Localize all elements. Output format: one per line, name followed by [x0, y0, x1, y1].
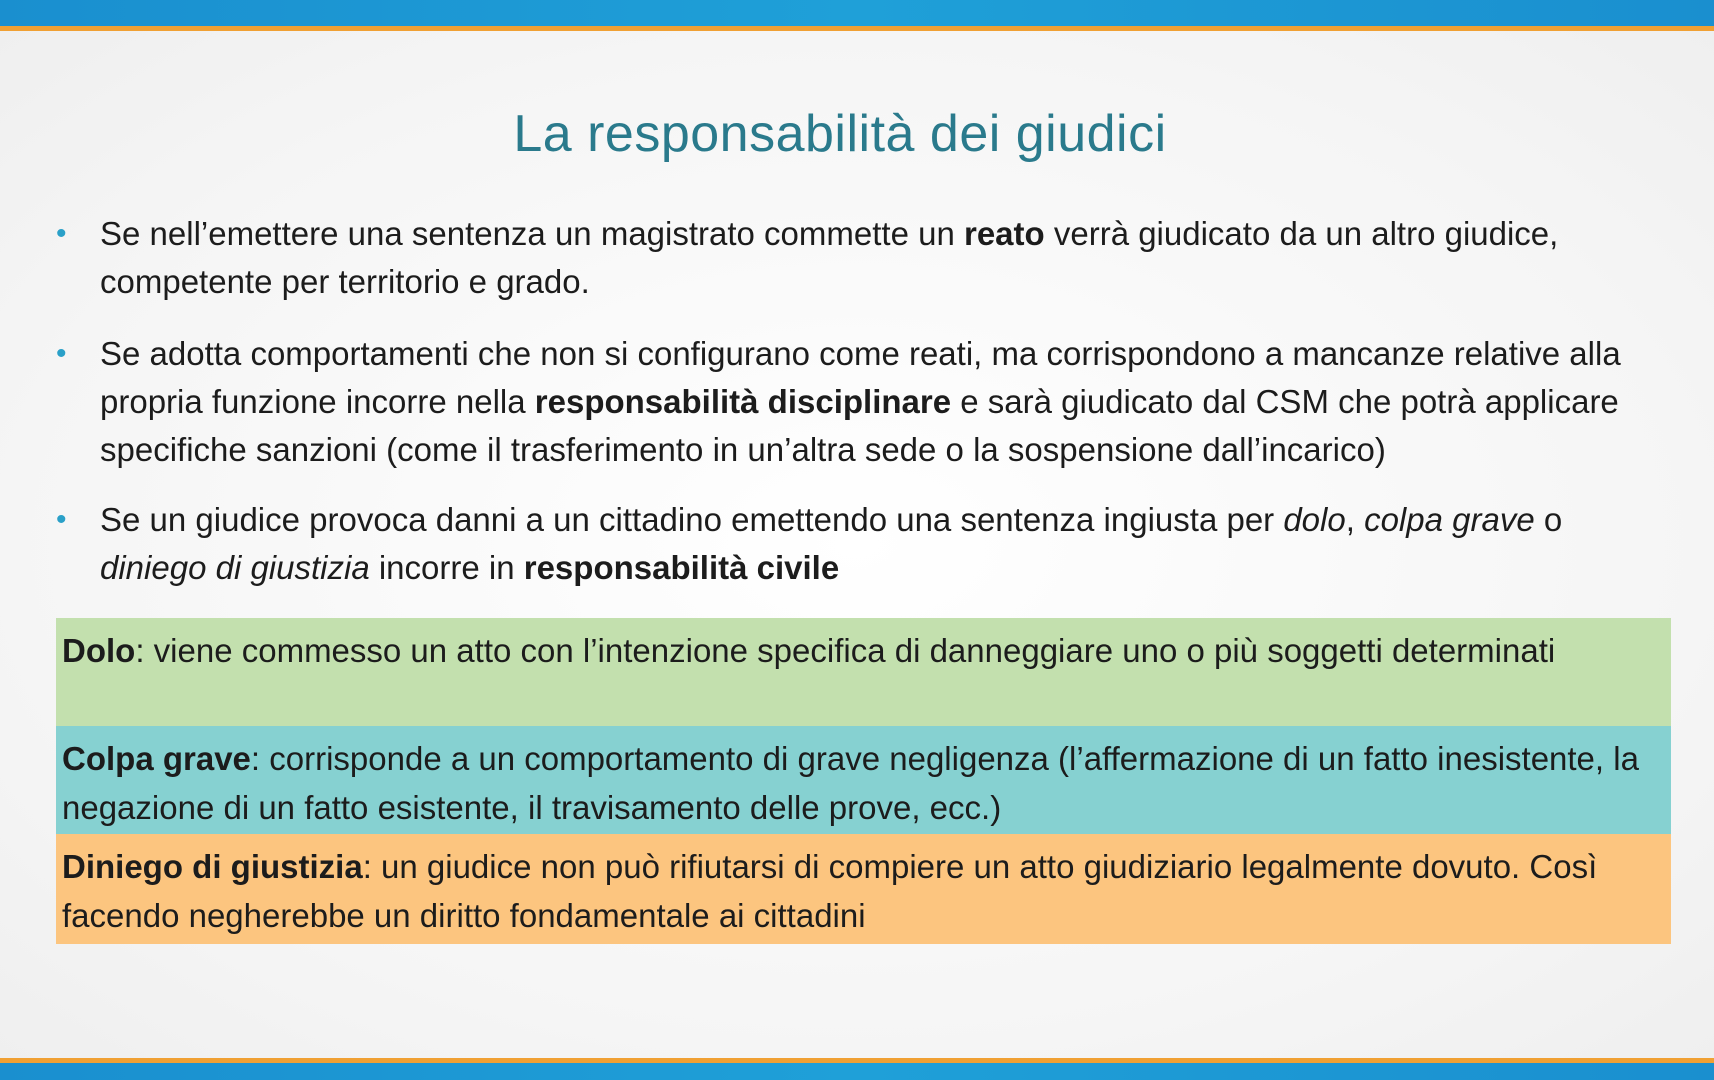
definition-text: : un giudice non può rifiutarsi di compiere un atto giudiziario legalmente dovuto. Così facendo negherebbe un diritto fondamentale ai cittadini [62, 848, 1598, 934]
bullet-separator: o [1534, 501, 1563, 538]
bullet-item [56, 330, 1676, 474]
bullet-dot-icon: • [56, 503, 67, 536]
bullet-separator: , [1345, 501, 1365, 538]
top-decorative-bar [0, 0, 1714, 31]
slide-title: La responsabilità dei giudici [513, 105, 1167, 163]
bullet-italic-term: colpa grave [1364, 501, 1535, 538]
definition-boxes [56, 618, 1671, 944]
bullet-italic-term: diniego di giustizia [100, 549, 370, 586]
definition-text: : corrisponde a un comportamento di grave negligenza (l’affermazione di un fatto inesistente, la negazione di un fatto esistente, il travisamento delle prove, ecc.) [62, 740, 1639, 826]
definition-term: Dolo [62, 632, 136, 669]
definition-box-diniego [56, 834, 1671, 944]
bullet-text: Se un giudice provoca danni a un cittadino emettendo una sentenza ingiusta per [100, 501, 1284, 538]
definition-term: Diniego di giustizia [62, 848, 363, 885]
bullet-text: e sarà giudicato dal CSM che potrà applicare specifiche sanzioni (come il trasferimento in un’altra sede o la sospensione dall’incarico) [100, 383, 1619, 468]
definition-term: Colpa grave [62, 740, 251, 777]
bullet-bold-term: responsabilità civile [523, 549, 840, 586]
bullet-dot-icon: • [56, 337, 67, 370]
bullet-item [56, 210, 1676, 306]
definition-box-dolo [56, 618, 1671, 726]
definition-text: : viene commesso un atto con l’intenzione specifica di danneggiare uno o più soggetti determinati [135, 632, 1556, 669]
bullet-text: Se nell’emettere una sentenza un magistrato commette un [100, 215, 964, 252]
bullet-text: incorre in [369, 549, 524, 586]
bottom-decorative-bar [0, 1058, 1714, 1080]
definition-box-colpa-grave [56, 726, 1671, 834]
bullet-text: verrà giudicato da un altro giudice, competente per territorio e grado. [100, 215, 1559, 300]
bullet-bold-term: reato [963, 215, 1045, 252]
bullet-italic-term: dolo [1283, 501, 1346, 538]
bullet-text: Se adotta comportamenti che non si configurano come reati, ma corrispondono a mancanze relative alla propria funzione incorre nella [100, 335, 1621, 420]
bullet-item [56, 496, 1676, 592]
bullet-dot-icon: • [56, 217, 67, 250]
bullet-bold-term: responsabilità disciplinare [534, 383, 952, 420]
bullet-list [56, 210, 1676, 616]
